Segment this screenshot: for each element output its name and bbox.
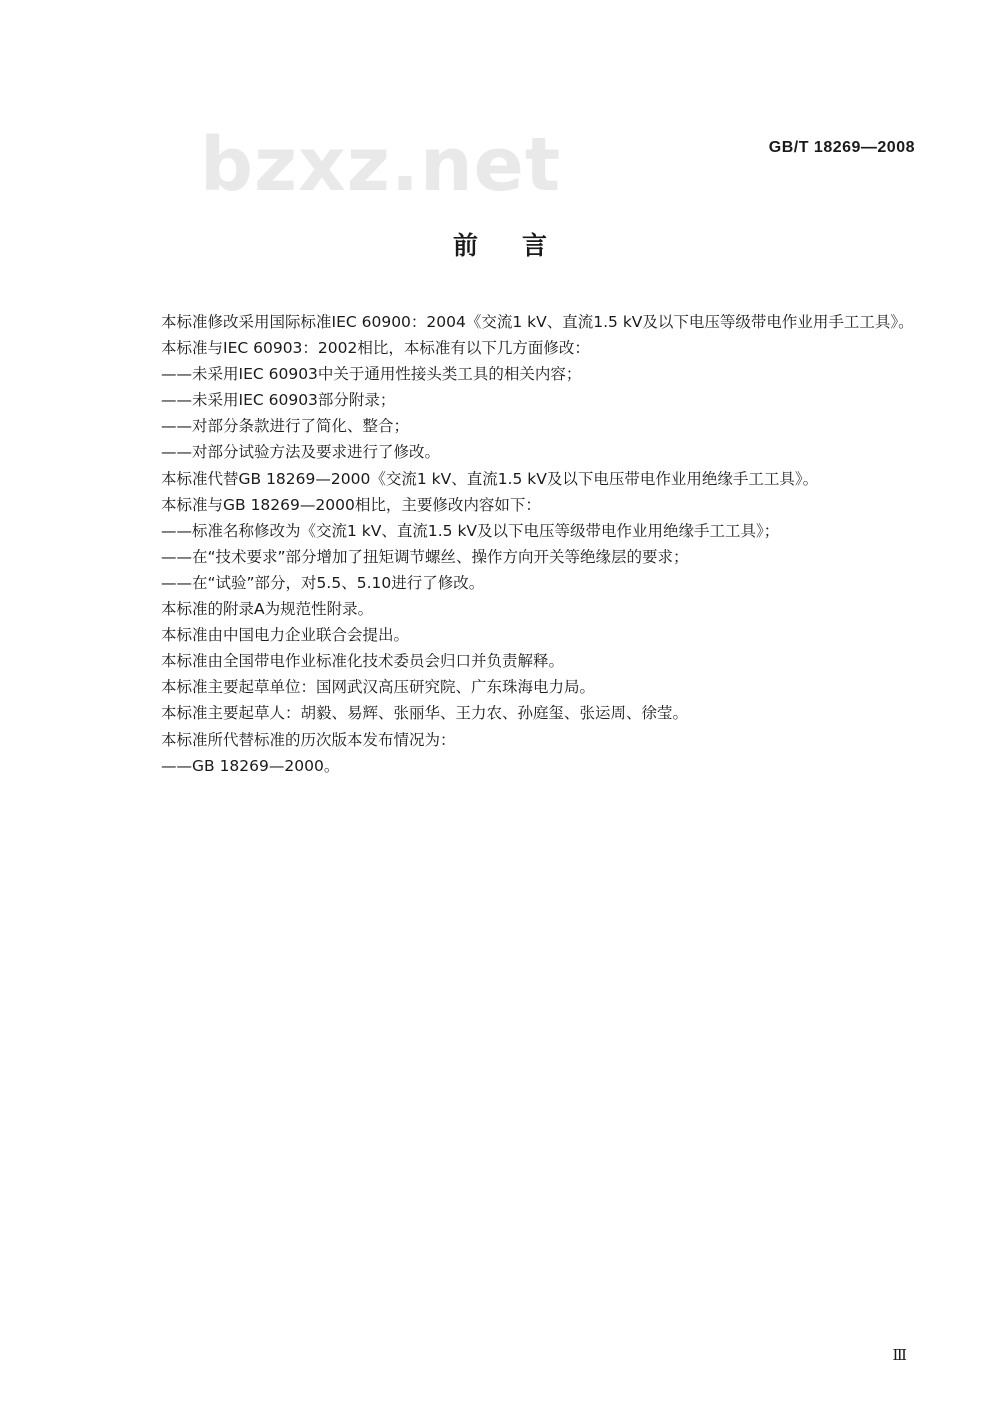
page-number: Ⅲ xyxy=(892,1346,907,1364)
paragraph: 本标准由全国带电作业标准化技术委员会归口并负责解释。 xyxy=(161,652,565,671)
watermark: bzxz.net xyxy=(200,122,562,208)
page-title: 前言 xyxy=(452,231,591,260)
list-item: ——未采用IEC 60903部分附录； xyxy=(161,391,396,410)
list-item: ——在“试验”部分，对5.5、5.10进行了修改。 xyxy=(161,573,485,592)
standard-number: GB/T 18269—2008 xyxy=(768,139,915,156)
list-item: ——在“技术要求”部分增加了扭矩调节螺丝、操作方向开关等绝缘层的要求； xyxy=(161,547,689,566)
list-item: ——对部分试验方法及要求进行了修改。 xyxy=(161,443,441,462)
paragraph: 本标准主要起草单位：国网武汉高压研究院、广东珠海电力局。 xyxy=(161,678,596,697)
list-item: ——对部分条款进行了简化、整合； xyxy=(161,417,410,436)
paragraph: 本标准的附录A为规范性附录。 xyxy=(161,600,374,619)
list-item: ——标准名称修改为《交流1 kV、直流1.5 kV及以下电压等级带电作业用绝缘手工工具》； xyxy=(161,521,780,540)
paragraph: 本标准主要起草人：胡毅、易辉、张丽华、王力农、孙庭玺、张运周、徐莹。 xyxy=(161,704,689,723)
paragraph: 本标准代替GB 18269—2000《交流1 kV、直流1.5 kV及以下电压带电作业用绝缘手工工具》。 xyxy=(161,469,819,488)
paragraph: 本标准所代替标准的历次版本发布情况为： xyxy=(161,730,456,749)
paragraph: 本标准由中国电力企业联合会提出。 xyxy=(161,626,410,645)
body-text xyxy=(125,309,915,779)
list-item: ——未采用IEC 60903中关于通用性接头类工具的相关内容； xyxy=(161,365,582,384)
paragraph: 本标准与GB 18269—2000相比，主要修改内容如下： xyxy=(161,495,541,514)
paragraph: 本标准与IEC 60903：2002相比，本标准有以下几方面修改： xyxy=(161,339,590,358)
paragraph: 本标准修改采用国际标准IEC 60900：2004《交流1 kV、直流1.5 kV及以下电压等级带电作业用手工工具》。 xyxy=(161,313,914,331)
list-item: ——GB 18269—2000。 xyxy=(161,756,340,775)
